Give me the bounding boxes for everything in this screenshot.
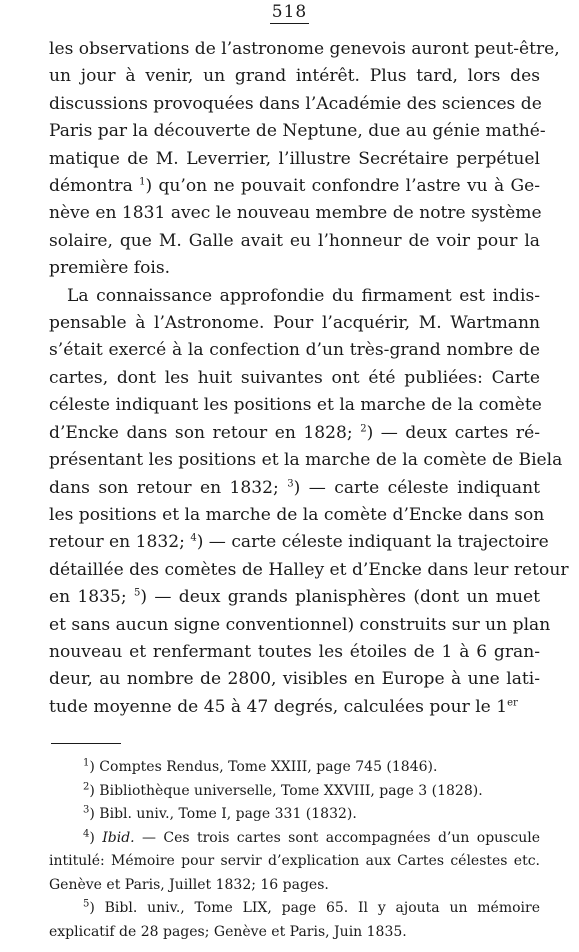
- text-line: Paris par la découverte de Neptune, due au génie mathé-: [49, 121, 546, 142]
- text-line: en 1835; $^5$) — deux grands planisphères (dont un muet: [49, 587, 540, 608]
- footnote-ref: 4: [190, 532, 197, 544]
- text-line: première fois.: [49, 258, 171, 279]
- text-line: tude moyenne de 45 à 47 degrés, calculées pour le 1er: [49, 696, 518, 717]
- text-line: La connaissance approfondie du firmament est indis-: [67, 285, 540, 306]
- footnote-ref: er: [507, 697, 518, 709]
- footnote-separator: [51, 743, 121, 744]
- text-line: dans son retour en 1832; $^3$) — carte céleste indiquant: [49, 477, 541, 498]
- main-text: [49, 36, 569, 721]
- text-line: deur, au nombre de 2800, visibles en Europe à une lati-: [49, 669, 540, 690]
- text-line: pensable à l’Astronome. Pour l’acquérir, M. Wartmann: [49, 313, 540, 334]
- text-line: solaire, que M. Galle avait eu l’honneur de voir pour la: [49, 230, 540, 251]
- footnote-ref: 3: [287, 477, 294, 489]
- text-line: s’était exercé à la confection d’un très-grand nombre de: [49, 340, 540, 361]
- text-line: cartes, dont les huit suivantes ont été publiées: Carte: [49, 367, 540, 388]
- footnote-1: $^1$) Comptes Rendus, Tome XXIII, page 745 (1846).: [83, 757, 438, 775]
- footnote-ref: 5: [134, 587, 141, 599]
- footnotes: [49, 756, 540, 944]
- paragraph-2: [49, 283, 569, 722]
- text-line: matique de M. Leverrier, l’illustre Secrétaire perpétuel: [49, 148, 540, 169]
- footnote-ref: 1: [139, 176, 146, 188]
- footnote-ref: 2: [360, 423, 367, 434]
- footnote-5: $^5$) Bibl. univ., Tome LIX, page 65. Il y ajouta un mémoire explicatif de 28 pages; Genève et Paris, Juin 1835.: [49, 898, 540, 940]
- text-line: les positions et la marche de la comète d’Encke dans son: [49, 504, 545, 525]
- text-line: un jour à venir, un grand intérêt. Plus tard, lors des: [49, 66, 540, 87]
- footnote-4: $^4$) Ibid. — Ces trois cartes sont accompagnées d’un opuscule intitulé: Mémoire pour servir d’explication aux Cartes célestes etc. Genève et Paris, Juillet 1832; 16 pages.: [49, 827, 540, 893]
- footnote-3: $^3$) Bibl. univ., Tome I, page 331 (1832).: [83, 804, 357, 822]
- text-line: nève en 1831 avec le nouveau membre de notre système: [49, 203, 542, 224]
- paragraph-1: [49, 36, 560, 283]
- text-line: démontra $^1$) qu’on ne pouvait confondre l’astre vu à Ge-: [49, 176, 541, 197]
- text-line: discussions provoquées dans l’Académie des sciences de: [49, 93, 542, 114]
- footnote-2: $^2$) Bibliothèque universelle, Tome XXVIII, page 3 (1828).: [83, 780, 483, 799]
- text-line: retour en 1832; $^4$) — carte céleste indiquant la trajectoire: [49, 532, 549, 553]
- text-line: d’Encke dans son retour en 1828; $^2$) — deux cartes ré-: [49, 422, 540, 443]
- text-line: présentant les positions et la marche de la comète de Biela: [49, 450, 563, 471]
- text-line: nouveau et renfermant toutes les étoiles de 1 à 6 gran-: [49, 641, 540, 662]
- text-line: céleste indiquant les positions et la marche de la comète: [49, 395, 542, 416]
- text-line: détaillée des comètes de Halley et d’Encke dans leur retour: [49, 559, 569, 580]
- text-line: les observations de l’astronome genevois auront peut-être,: [49, 39, 560, 59]
- text-line: et sans aucun signe conventionnel) construits sur un plan: [49, 614, 551, 635]
- page-number: 518: [271, 2, 308, 22]
